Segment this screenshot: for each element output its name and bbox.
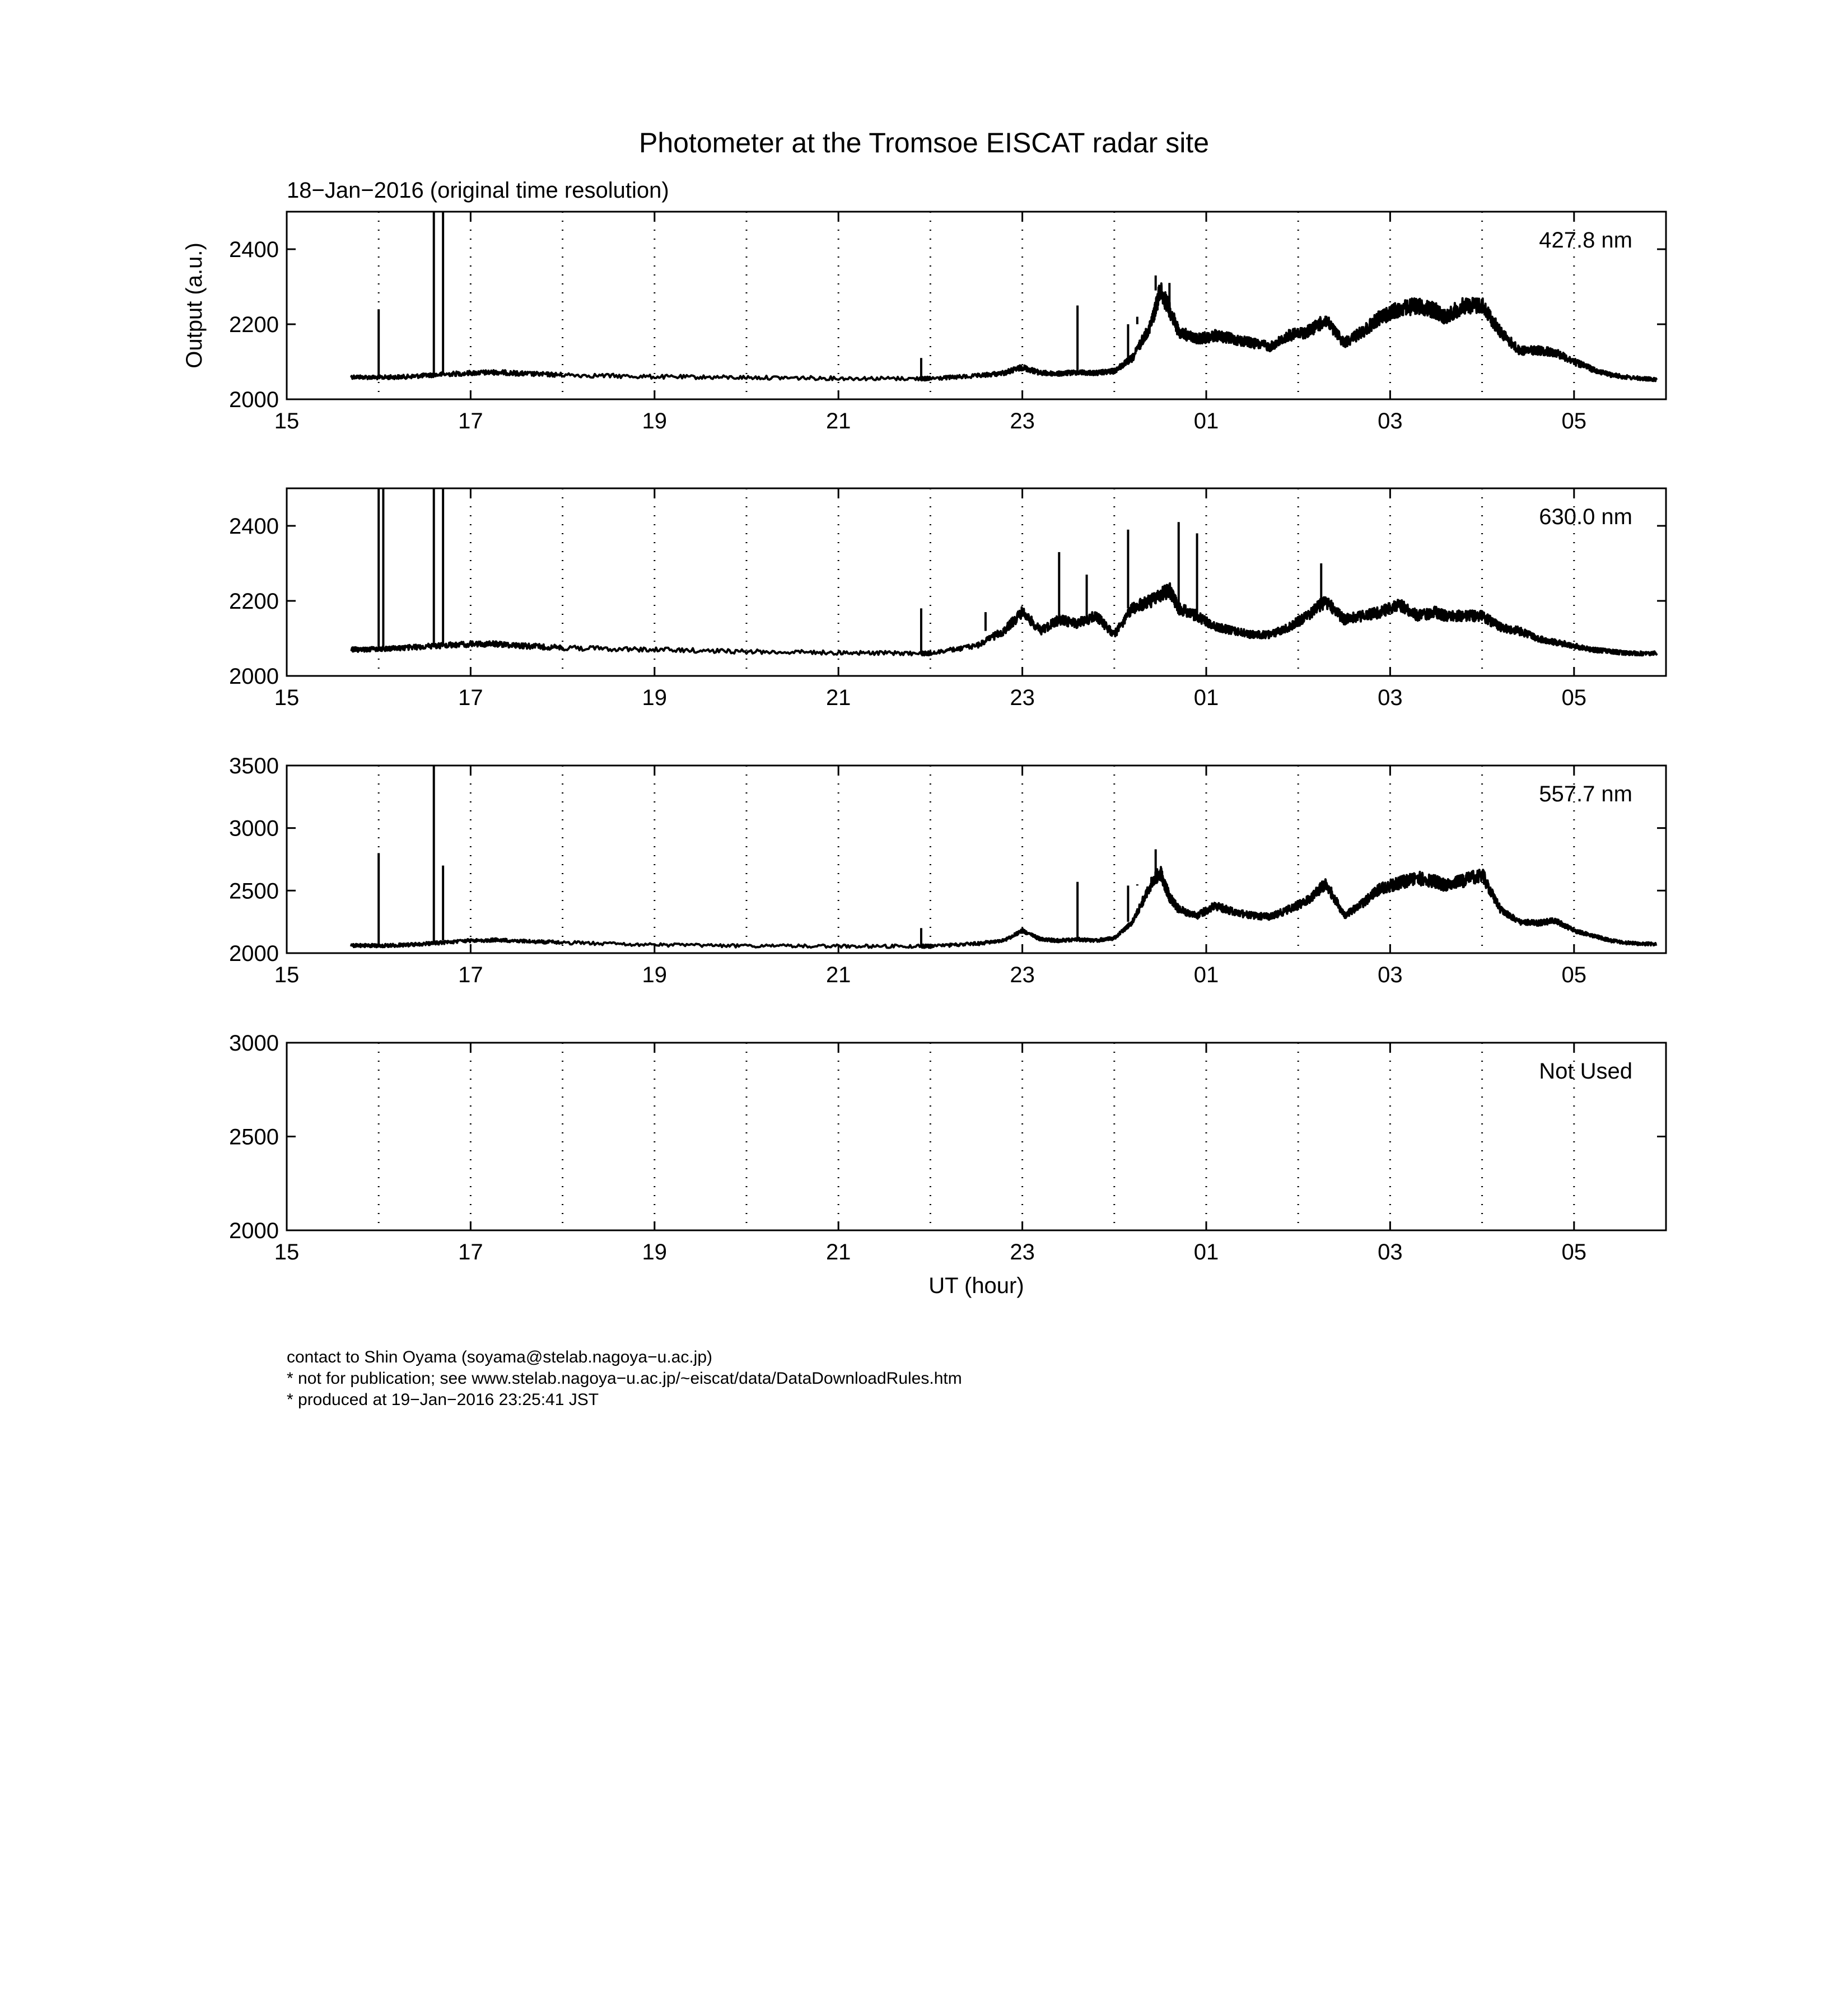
panel-3-xtick-label: 17 — [458, 963, 483, 987]
figure-title: Photometer at the Tromsoe EISCAT radar site — [638, 127, 1210, 158]
figure-subtitle: 18−Jan−2016 (original time resolution) — [287, 178, 669, 203]
panel-3-wavelength-label: 557.7 nm — [1539, 782, 1632, 806]
panel-2-wavelength-label: 630.0 nm — [1539, 505, 1632, 529]
panel-3-xtick-label: 21 — [825, 963, 851, 987]
panel-3-xtick-label: 03 — [1378, 963, 1403, 987]
panel-2-xtick-label: 01 — [1193, 685, 1219, 710]
panel-2-axes-box — [287, 488, 1666, 676]
panel-1-xtick-label: 19 — [642, 409, 668, 433]
panel-3-axes-box — [287, 766, 1666, 953]
panel-3-ytick-label: 2500 — [229, 879, 279, 904]
panel-4-xlabel: UT (hour) — [928, 1273, 1024, 1298]
footer-produced-note: * produced at 19−Jan−2016 23:25:41 JST — [287, 1390, 599, 1409]
panel-1-xtick-label: 15 — [274, 409, 300, 433]
panel-1-xtick-label: 23 — [1010, 409, 1035, 433]
panel-1-xtick-label: 21 — [825, 409, 851, 433]
panel-4-xtick-label: 19 — [642, 1240, 668, 1264]
panel-4-wavelength-label: Not Used — [1539, 1059, 1632, 1084]
panel-3-xtick-label: 23 — [1010, 963, 1035, 987]
panel-1-ytick-label: 2400 — [229, 237, 279, 262]
panel-2-ytick-label: 2200 — [229, 589, 279, 614]
panel-1-wavelength-label: 427.8 nm — [1539, 228, 1632, 253]
panel-2-xtick-label: 19 — [642, 685, 668, 710]
panel-4-ytick-label: 3000 — [229, 1031, 279, 1056]
panel-1-ytick-label: 2000 — [229, 388, 279, 412]
panel-1-ytick-label: 2200 — [229, 312, 279, 337]
panel-2-xtick-label: 03 — [1378, 685, 1403, 710]
panel-4-xtick-label: 05 — [1561, 1240, 1587, 1264]
panel-1-xtick-label: 03 — [1378, 409, 1403, 433]
panel-3-ytick-label: 3500 — [229, 754, 279, 778]
footer-publication-note: * not for publication; see www.stelab.nagoya−u.ac.jp/~eiscat/data/DataDownloadRules.htm — [287, 1369, 962, 1388]
panel-2-series-line — [351, 584, 1657, 656]
panel-4-axes-box — [287, 1043, 1666, 1230]
panel-3-xtick-label: 19 — [642, 963, 668, 987]
panel-2-ytick-label: 2400 — [229, 514, 279, 539]
panel-2-xtick-label: 17 — [458, 685, 483, 710]
panel-3-xtick-label: 15 — [274, 963, 300, 987]
panel-4-ytick-label: 2500 — [229, 1124, 279, 1150]
panel-2-xtick-label: 05 — [1561, 685, 1587, 710]
panel-3-ytick-label: 3000 — [229, 816, 279, 841]
panel-1-series-line — [351, 283, 1657, 381]
panel-4-ytick-label: 2000 — [229, 1219, 279, 1243]
panel-2-xtick-label: 23 — [1010, 685, 1035, 710]
panel-4-xtick-label: 03 — [1378, 1240, 1403, 1264]
panel-2-xtick-label: 15 — [274, 685, 300, 710]
panel-4-xtick-label: 23 — [1010, 1240, 1035, 1264]
panel-1-ylabel: Output (a.u.) — [182, 242, 207, 368]
panel-2-xtick-label: 21 — [825, 685, 851, 710]
panel-3-series-line — [351, 867, 1657, 948]
panel-3-xtick-label: 01 — [1193, 963, 1219, 987]
panel-4-xtick-label: 01 — [1193, 1240, 1219, 1264]
panel-1-xtick-label: 01 — [1193, 409, 1219, 433]
panel-4-xtick-label: 21 — [825, 1240, 851, 1264]
panel-3-ytick-label: 2000 — [229, 941, 279, 966]
panel-2-ytick-label: 2000 — [229, 664, 279, 689]
panel-4-xtick-label: 17 — [458, 1240, 483, 1264]
footer-notes — [287, 1347, 962, 1411]
panel-4-xtick-label: 15 — [274, 1240, 300, 1264]
panel-3-xtick-label: 05 — [1561, 963, 1587, 987]
panel-1-xtick-label: 05 — [1561, 409, 1587, 433]
panel-1-xtick-label: 17 — [458, 409, 483, 433]
footer-contact: contact to Shin Oyama (soyama@stelab.nagoya−u.ac.jp) — [287, 1348, 713, 1366]
